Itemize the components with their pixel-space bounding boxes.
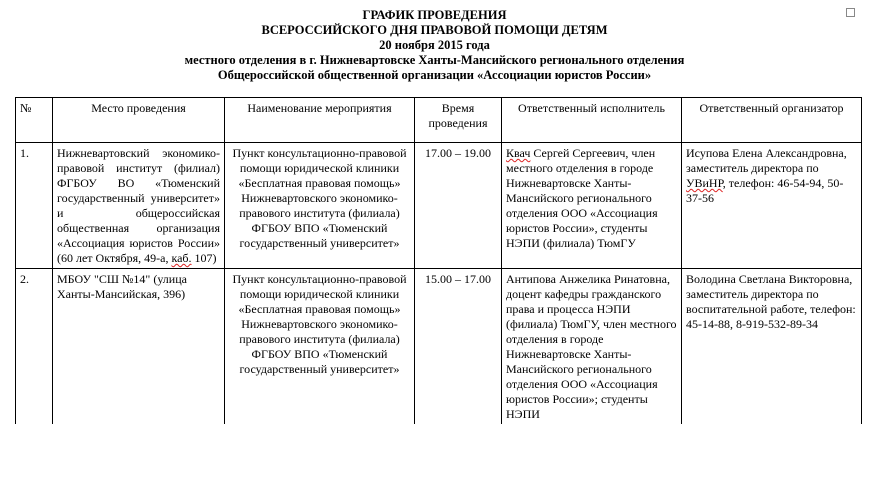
row-event: Пункт консультационно-правовой помощи юридической клиники «Бесплатная правовая помощь» Нижневартовского экономико-правового института (филиала) ФГБОУ ВПО «Тюменский государственный университет» <box>225 269 415 425</box>
header-place: Место проведения <box>53 98 225 143</box>
heading-branch: местного отделения в г. Нижневартовске Ханты-Мансийского регионального отделения <box>184 53 685 67</box>
row-executor: Антипова Анжелика Ринатовна, доцент кафедры гражданского права и процесса НЭПИ (филиала) ТюмГУ, член местного отделения в городе Нижневартовске Ханты-Мансийского регионального отделения ООО «Ассоциация юристов России»; студенты НЭПИ <box>502 269 682 425</box>
place-room-number: 107) <box>191 251 217 265</box>
header-organizer: Ответственный организатор <box>682 98 862 143</box>
table-row <box>16 143 862 269</box>
executor-surname: Квач <box>506 146 531 160</box>
heading-subtitle: ВСЕРОССИЙСКОГО ДНЯ ПРАВОВОЙ ПОМОЩИ ДЕТЯМ <box>261 23 608 37</box>
header-time: Время проведения <box>415 98 502 143</box>
row-organizer: Володина Светлана Викторовна, заместитель директора по воспитательной работе, телефон: 45-14-88, 8-919-532-89-34 <box>682 269 862 425</box>
row-place <box>53 143 225 269</box>
table-header-row <box>16 98 862 143</box>
row-event: Пункт консультационно-правовой помощи юридической клиники «Бесплатная правовая помощь» Нижневартовского экономико-правового института (филиала) ФГБОУ ВПО «Тюменский государственный университет» <box>225 143 415 269</box>
place-text: Нижневартовский экономико-правовой институт (филиал) ФГБОУ ВО «Тюменский государственный университет» и общероссийская общественная организация «Ассоциация юристов России» (60 лет Октября, 49-а, <box>57 146 220 265</box>
row-organizer <box>682 143 862 269</box>
place-room-word: каб. <box>171 251 192 265</box>
header-executor: Ответственный исполнитель <box>502 98 682 143</box>
header-event: Наименование мероприятия <box>225 98 415 143</box>
page-corner-marker <box>846 8 855 17</box>
row-place: МБОУ "СШ №14" (улица Ханты-Мансийская, 396) <box>53 269 225 425</box>
table-row <box>16 269 862 425</box>
header-number: № <box>16 98 53 143</box>
row-time: 17.00 – 19.00 <box>415 143 502 269</box>
row-number: 2. <box>16 269 53 425</box>
heading-title: ГРАФИК ПРОВЕДЕНИЯ <box>362 8 507 22</box>
organizer-department: УВиНР <box>686 176 723 190</box>
organizer-text: Исупова Елена Александровна, заместитель директора по <box>686 146 847 175</box>
document-heading <box>0 8 869 83</box>
organizer-phone: , телефон: 46-54-94, 50-37-56 <box>686 176 844 205</box>
heading-organization: Общероссийской общественной организации «Ассоциации юристов России» <box>217 68 652 82</box>
row-executor <box>502 143 682 269</box>
executor-text: Сергей Сергеевич, член местного отделения в городе Нижневартовске Ханты-Мансийского регионального отделения ООО «Ассоциация юристов России», студенты НЭПИ (филиала) ТюмГУ <box>506 146 658 250</box>
row-number: 1. <box>16 143 53 269</box>
heading-date: 20 ноября 2015 года <box>379 38 490 52</box>
schedule-table <box>15 97 862 424</box>
row-time: 15.00 – 17.00 <box>415 269 502 425</box>
